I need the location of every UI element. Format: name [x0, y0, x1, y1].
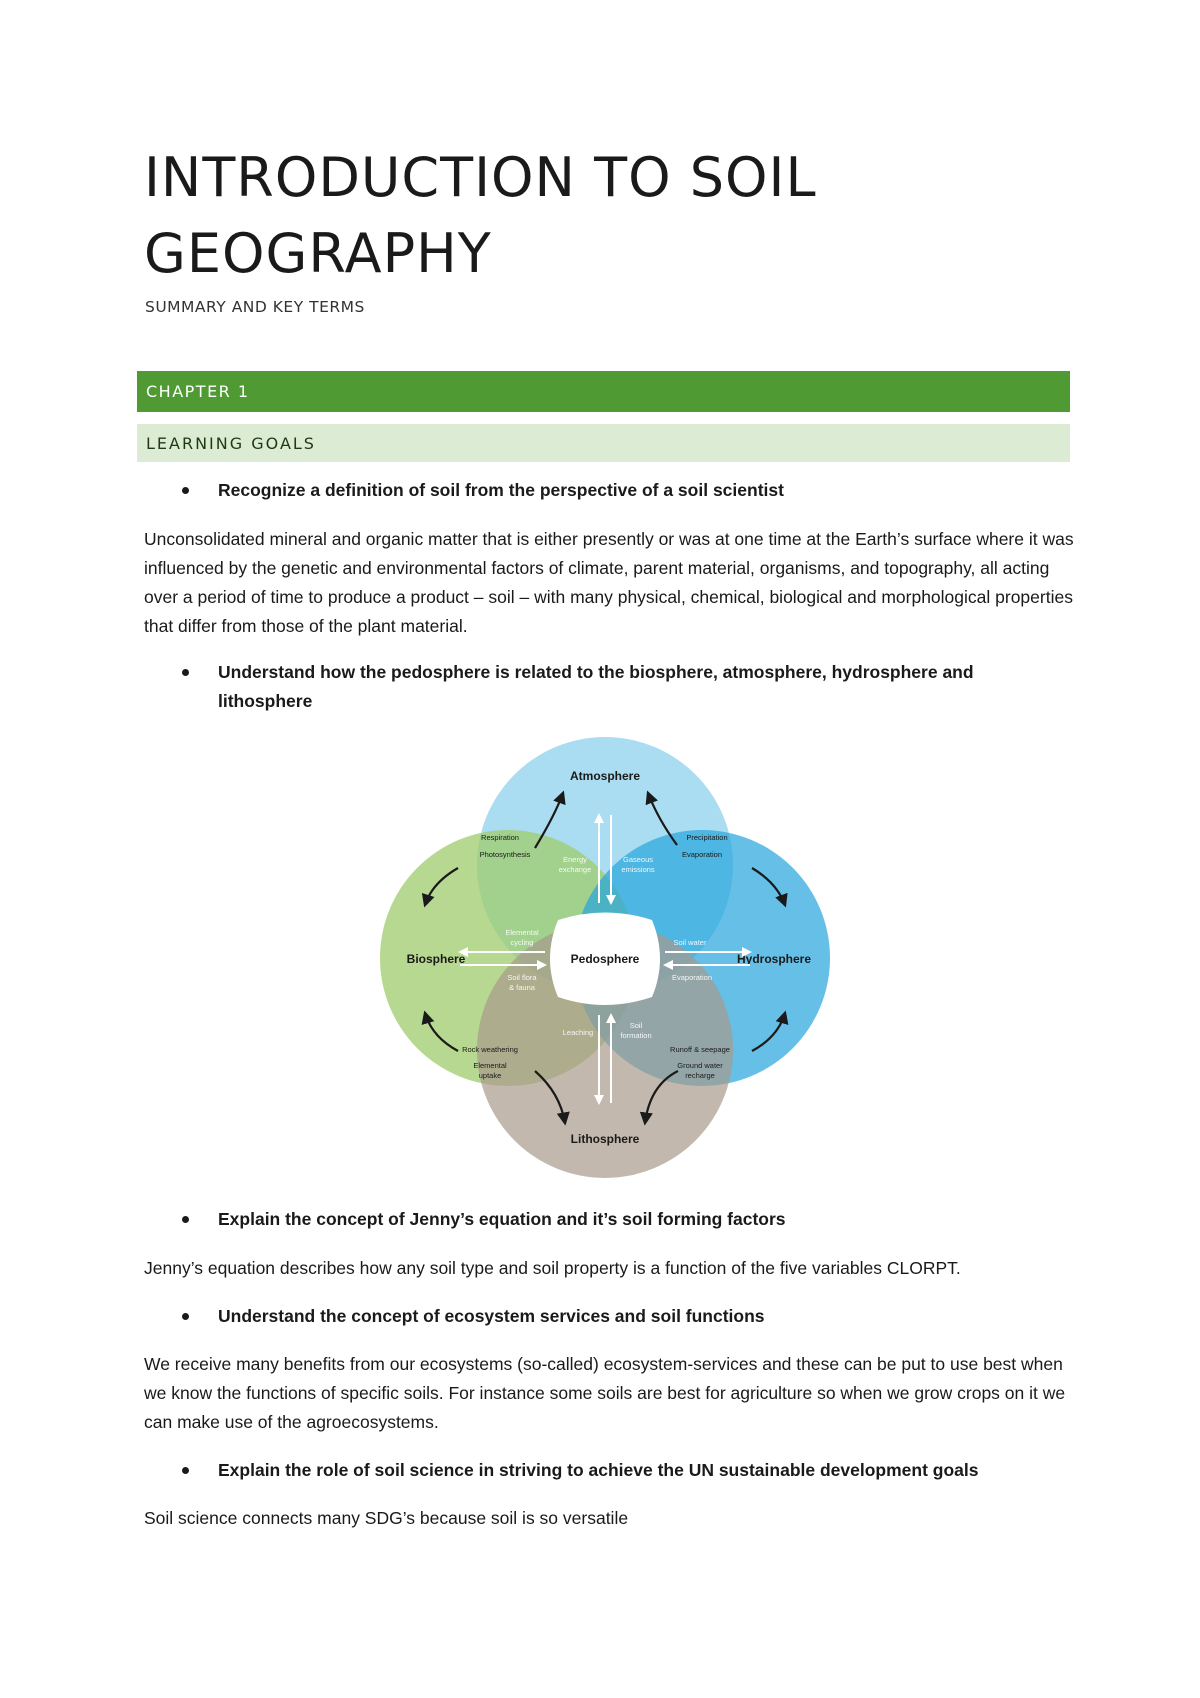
label-soil-formation-2: formation — [620, 1031, 652, 1040]
label-leaching: Leaching — [562, 1028, 594, 1037]
label-elemental-cycling-2: cycling — [510, 938, 534, 947]
paragraph-jennys-equation: Jenny’s equation describes how any soil type and soil property is a function of the five variables CLORPT. — [144, 1258, 961, 1278]
learning-goal-text: Understand how the pedosphere is related to the biosphere, atmosphere, hydrosphere and lithosphere — [218, 662, 974, 711]
label-evaporation-mid: Evaporation — [671, 973, 713, 982]
label-ground-water-1: Ground water — [677, 1061, 723, 1070]
learning-goal-text: Explain the role of soil science in striving to achieve the UN sustainable development goals — [218, 1460, 979, 1480]
bullet-icon — [182, 487, 189, 494]
document-subtitle: SUMMARY AND KEY TERMS — [145, 298, 365, 316]
hydrosphere-label: Hydrosphere — [736, 952, 812, 966]
label-elemental-uptake-1: Elemental — [473, 1061, 507, 1070]
label-elemental-cycling-1: Elemental — [505, 928, 539, 937]
chapter-heading-bar — [137, 371, 1070, 412]
learning-goals-heading: LEARNING GOALS — [146, 434, 316, 453]
label-soil-flora-2: & fauna — [509, 983, 535, 992]
label-precipitation: Precipitation — [686, 833, 728, 842]
label-gaseous-emissions-2: emissions — [621, 865, 655, 874]
label-ground-water-2: recharge — [685, 1071, 715, 1080]
atmosphere-label: Atmosphere — [569, 769, 641, 783]
learning-goals-bar — [137, 424, 1070, 462]
paragraph-sdg: Soil science connects many SDG’s because soil is so versatile — [144, 1508, 629, 1528]
biosphere-label: Biosphere — [406, 952, 466, 966]
pedosphere-label: Pedosphere — [570, 952, 640, 966]
label-soil-flora-1: Soil flora — [507, 973, 537, 982]
label-energy-exchange-1: Energy — [563, 855, 587, 864]
learning-goal-text: Understand the concept of ecosystem services and soil functions — [218, 1306, 765, 1326]
label-elemental-uptake-2: uptake — [478, 1071, 502, 1080]
bullet-icon — [182, 1216, 189, 1223]
paragraph-ecosystem-services: We receive many benefits from our ecosystems (so-called) ecosystem-services and these can be put to use best when we know the functions of specific soils. For instance some soils are best for agriculture so when we grow crops on it we can make use of the agroecosystems. — [144, 1354, 1066, 1432]
label-runoff-seepage: Runoff & seepage — [670, 1045, 730, 1054]
label-photosynthesis: Photosynthesis — [479, 850, 531, 859]
learning-goal-text: Explain the concept of Jenny’s equation and it’s soil forming factors — [218, 1209, 786, 1229]
label-gaseous-emissions-1: Gaseous — [622, 855, 654, 864]
lithosphere-label: Lithosphere — [570, 1132, 640, 1146]
chapter-heading: CHAPTER 1 — [146, 382, 250, 401]
bullet-icon — [182, 1313, 189, 1320]
document-title: INTRODUCTION TO SOIL GEOGRAPHY — [144, 146, 817, 285]
paragraph-soil-definition: Unconsolidated mineral and organic matter that is either presently or was at one time at the Earth’s surface where it was influenced by the genetic and environmental factors of climate, parent material, organisms, and topography, all acting over a period of time to produce a product – soil – with many physical, chemical, biological and morphological properties that differ from those of the plant material. — [144, 529, 1074, 636]
spheres-venn-diagram — [380, 735, 830, 1180]
label-evaporation-top: Evaporation — [681, 850, 723, 859]
learning-goal-text: Recognize a definition of soil from the perspective of a soil scientist — [218, 480, 784, 500]
label-rock-weathering: Rock weathering — [462, 1045, 518, 1054]
label-energy-exchange-2: exchange — [558, 865, 592, 874]
label-soil-formation-1: Soil — [629, 1021, 643, 1030]
label-respiration: Respiration — [481, 833, 519, 842]
label-soil-water: Soil water — [673, 938, 707, 947]
bullet-icon — [182, 669, 189, 676]
bullet-icon — [182, 1467, 189, 1474]
